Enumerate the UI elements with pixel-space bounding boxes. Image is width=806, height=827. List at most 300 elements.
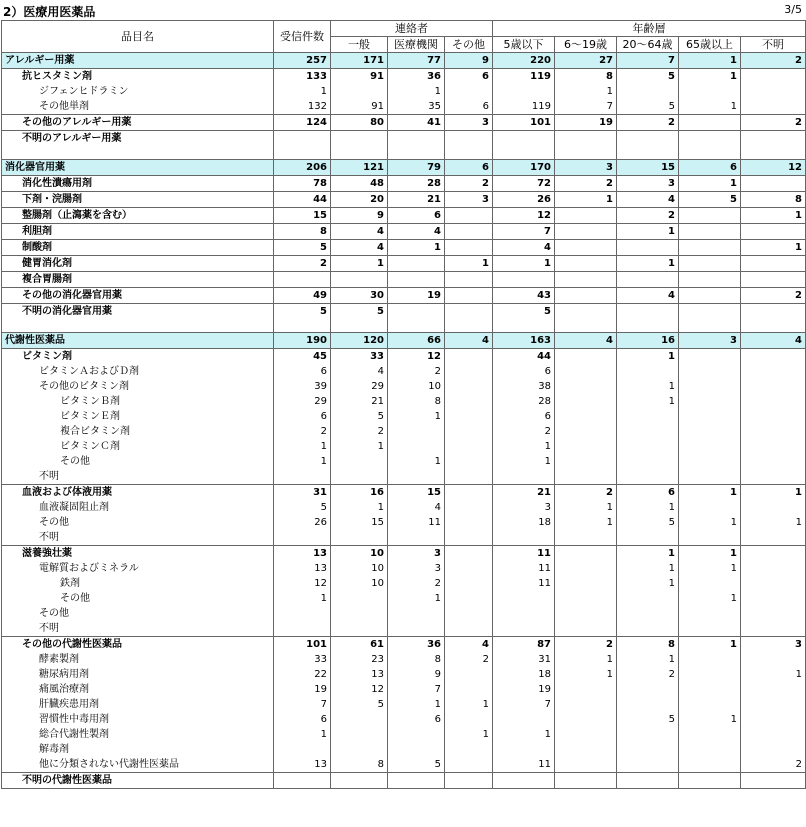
cell-value: 6 [493, 409, 555, 424]
col-group-contact: 連絡者 [331, 21, 493, 37]
cell-value [445, 394, 493, 409]
cell-value [741, 773, 806, 789]
cell-value [274, 319, 331, 333]
cell-value: 3 [679, 333, 741, 349]
cell-value: 1 [555, 500, 617, 515]
cell-value [679, 84, 741, 99]
subcategory-row [2, 256, 806, 272]
cell-value: 5 [274, 304, 331, 320]
cell-value [617, 727, 679, 742]
cell-value [679, 469, 741, 485]
cell-value: 1 [274, 84, 331, 99]
cell-value [445, 561, 493, 576]
cell-value: 8 [388, 394, 445, 409]
cell-value: 19 [274, 682, 331, 697]
cell-value: 1 [679, 637, 741, 653]
cell-value [274, 530, 331, 546]
cell-value: 43 [493, 288, 555, 304]
cell-value: 45 [274, 349, 331, 365]
subcategory-row [2, 304, 806, 320]
cell-value [331, 131, 388, 147]
cell-value: 1 [274, 439, 331, 454]
cell-value [388, 530, 445, 546]
col-medical: 医療機関 [388, 37, 445, 53]
table-row [2, 99, 806, 115]
cell-value [555, 561, 617, 576]
cell-value [679, 208, 741, 224]
spacer-row [2, 146, 806, 160]
cell-value [679, 454, 741, 469]
row-label: その他単剤 [2, 99, 274, 115]
row-label: 血液凝固阻止剤 [2, 500, 274, 515]
cell-value: 3 [388, 546, 445, 562]
subcategory-row [2, 176, 806, 192]
cell-value [331, 712, 388, 727]
cell-value: 2 [741, 53, 806, 69]
row-label: 痛風治療剤 [2, 682, 274, 697]
row-label: 不明 [2, 621, 274, 637]
category-row [2, 333, 806, 349]
cell-value: 170 [493, 160, 555, 176]
cell-value: 1 [679, 99, 741, 115]
cell-value [493, 621, 555, 637]
row-label: 整腸剤（止瀉薬を含む） [2, 208, 274, 224]
cell-value: 78 [274, 176, 331, 192]
cell-value: 4 [555, 333, 617, 349]
cell-value [388, 469, 445, 485]
cell-value: 1 [617, 256, 679, 272]
cell-value [741, 394, 806, 409]
cell-value [741, 424, 806, 439]
cell-value: 19 [555, 115, 617, 131]
cell-value [388, 606, 445, 621]
table-row [2, 712, 806, 727]
cell-value: 39 [274, 379, 331, 394]
cell-value [741, 697, 806, 712]
row-label: ビタミンＡおよびＤ剤 [2, 364, 274, 379]
cell-value: 1 [445, 727, 493, 742]
cell-value [679, 131, 741, 147]
cell-value: 10 [331, 561, 388, 576]
cell-value: 4 [741, 333, 806, 349]
cell-value: 2 [741, 757, 806, 773]
cell-value: 1 [679, 69, 741, 85]
row-label: その他の消化器官用薬 [2, 288, 274, 304]
cell-value: 5 [331, 409, 388, 424]
subcategory-row [2, 131, 806, 147]
table-row [2, 667, 806, 682]
table-row [2, 424, 806, 439]
cell-value [445, 84, 493, 99]
cell-value: 1 [617, 349, 679, 365]
row-label: 代謝性医薬品 [2, 333, 274, 349]
cell-value: 1 [679, 546, 741, 562]
cell-value: 4 [388, 224, 445, 240]
cell-value: 101 [274, 637, 331, 653]
cell-value: 5 [331, 304, 388, 320]
cell-value: 190 [274, 333, 331, 349]
subcategory-row [2, 272, 806, 288]
row-label: ビタミンＢ剤 [2, 394, 274, 409]
cell-value [555, 272, 617, 288]
cell-value: 27 [555, 53, 617, 69]
cell-value: 1 [741, 485, 806, 501]
cell-value [555, 530, 617, 546]
col-item-name: 品目名 [2, 21, 274, 53]
row-label: 利胆剤 [2, 224, 274, 240]
row-label: 解毒剤 [2, 742, 274, 757]
cell-value: 5 [617, 99, 679, 115]
subcategory-row [2, 208, 806, 224]
cell-value: 1 [617, 546, 679, 562]
table-row [2, 394, 806, 409]
cell-value: 1 [679, 591, 741, 606]
cell-value: 2 [555, 485, 617, 501]
cell-value: 1 [493, 256, 555, 272]
cell-value [741, 530, 806, 546]
cell-value [741, 500, 806, 515]
table-row [2, 409, 806, 424]
table-row [2, 500, 806, 515]
cell-value [331, 606, 388, 621]
cell-value: 49 [274, 288, 331, 304]
cell-value [274, 606, 331, 621]
cell-value: 2 [274, 424, 331, 439]
cell-value [617, 697, 679, 712]
cell-value [741, 682, 806, 697]
cell-value: 3 [445, 115, 493, 131]
cell-value [741, 606, 806, 621]
cell-value: 1 [741, 208, 806, 224]
row-label: 血液および体液用薬 [2, 485, 274, 501]
subcategory-row [2, 349, 806, 365]
cell-value [445, 409, 493, 424]
cell-value [445, 364, 493, 379]
spacer-row [2, 319, 806, 333]
cell-value: 1 [555, 515, 617, 530]
cell-value [445, 530, 493, 546]
cell-value: 13 [274, 757, 331, 773]
cell-value [445, 682, 493, 697]
cell-value: 1 [331, 500, 388, 515]
row-label: 抗ヒスタミン剤 [2, 69, 274, 85]
cell-value [445, 757, 493, 773]
row-label: 不明の代謝性医薬品 [2, 773, 274, 789]
cell-value: 257 [274, 53, 331, 69]
cell-value: 171 [331, 53, 388, 69]
cell-value: 6 [679, 160, 741, 176]
cell-value [445, 439, 493, 454]
cell-value: 20 [331, 192, 388, 208]
cell-value [331, 272, 388, 288]
cell-value [741, 364, 806, 379]
cell-value: 4 [331, 240, 388, 256]
cell-value [741, 727, 806, 742]
cell-value: 31 [493, 652, 555, 667]
table-row [2, 454, 806, 469]
cell-value: 2 [741, 288, 806, 304]
cell-value [331, 621, 388, 637]
cell-value [679, 424, 741, 439]
cell-value [445, 515, 493, 530]
cell-value [555, 409, 617, 424]
table-body [2, 53, 806, 789]
cell-value [445, 773, 493, 789]
row-label: 他に分類されない代謝性医薬品 [2, 757, 274, 773]
cell-value [679, 272, 741, 288]
cell-value: 2 [388, 576, 445, 591]
cell-value [555, 591, 617, 606]
section-title: 2）医療用医薬品 [3, 5, 96, 19]
cell-value: 1 [679, 176, 741, 192]
cell-value [493, 84, 555, 99]
cell-value: 121 [331, 160, 388, 176]
cell-value: 5 [617, 712, 679, 727]
cell-value: 1 [274, 727, 331, 742]
cell-value [555, 146, 617, 160]
cell-value [331, 727, 388, 742]
row-label: 鉄剤 [2, 576, 274, 591]
cell-value: 36 [388, 637, 445, 653]
row-label: 総合代謝性製剤 [2, 727, 274, 742]
cell-value: 5 [388, 757, 445, 773]
data-table [1, 20, 806, 789]
cell-value [445, 424, 493, 439]
cell-value [679, 379, 741, 394]
row-label: その他 [2, 606, 274, 621]
cell-value [617, 591, 679, 606]
row-label: 複合ビタミン剤 [2, 424, 274, 439]
cell-value [617, 530, 679, 546]
cell-value: 8 [617, 637, 679, 653]
cell-value [741, 621, 806, 637]
cell-value: 4 [617, 288, 679, 304]
cell-value: 3 [445, 192, 493, 208]
cell-value: 36 [388, 69, 445, 85]
cell-value [741, 224, 806, 240]
cell-value [617, 424, 679, 439]
cell-value [555, 682, 617, 697]
row-label: 不明 [2, 530, 274, 546]
cell-value [555, 469, 617, 485]
cell-value: 38 [493, 379, 555, 394]
cell-value [331, 146, 388, 160]
cell-value: 6 [388, 712, 445, 727]
cell-value [555, 131, 617, 147]
col-other: その他 [445, 37, 493, 53]
cell-value [679, 652, 741, 667]
cell-value: 2 [388, 364, 445, 379]
cell-value [493, 773, 555, 789]
cell-value: 1 [388, 240, 445, 256]
cell-value: 16 [331, 485, 388, 501]
cell-value [555, 304, 617, 320]
cell-value: 15 [274, 208, 331, 224]
cell-value: 1 [388, 454, 445, 469]
cell-value [555, 379, 617, 394]
row-label: 滋養強壮薬 [2, 546, 274, 562]
cell-value: 26 [493, 192, 555, 208]
page-header [0, 0, 806, 20]
cell-value: 1 [617, 576, 679, 591]
cell-value: 11 [493, 757, 555, 773]
cell-value [679, 500, 741, 515]
cell-value: 1 [493, 439, 555, 454]
cell-value [617, 621, 679, 637]
cell-value [679, 773, 741, 789]
cell-value: 3 [388, 561, 445, 576]
cell-value [274, 773, 331, 789]
cell-value [388, 256, 445, 272]
cell-value: 21 [331, 394, 388, 409]
cell-value: 6 [274, 364, 331, 379]
cell-value: 9 [388, 667, 445, 682]
cell-value: 66 [388, 333, 445, 349]
cell-value: 1 [555, 667, 617, 682]
cell-value [274, 272, 331, 288]
table-row [2, 621, 806, 637]
cell-value: 5 [617, 515, 679, 530]
cell-value: 33 [274, 652, 331, 667]
cell-value: 77 [388, 53, 445, 69]
subcategory-row [2, 192, 806, 208]
row-label: アレルギー用薬 [2, 53, 274, 69]
cell-value [331, 469, 388, 485]
cell-value: 1 [617, 500, 679, 515]
cell-value: 1 [617, 652, 679, 667]
cell-value [555, 364, 617, 379]
cell-value: 13 [274, 546, 331, 562]
cell-value [445, 319, 493, 333]
cell-value [331, 319, 388, 333]
cell-value: 15 [331, 515, 388, 530]
cell-value [388, 131, 445, 147]
row-label: 不明のアレルギー用薬 [2, 131, 274, 147]
cell-value [741, 591, 806, 606]
cell-value [617, 304, 679, 320]
cell-value [445, 454, 493, 469]
cell-value [388, 146, 445, 160]
cell-value: 35 [388, 99, 445, 115]
cell-value [493, 712, 555, 727]
cell-value: 6 [274, 409, 331, 424]
cell-value [555, 394, 617, 409]
cell-value: 4 [388, 500, 445, 515]
cell-value: 120 [331, 333, 388, 349]
cell-value: 18 [493, 667, 555, 682]
row-label: 習慣性中毒用剤 [2, 712, 274, 727]
cell-value [617, 84, 679, 99]
cell-value [679, 757, 741, 773]
category-row [2, 53, 806, 69]
cell-value [741, 439, 806, 454]
cell-value [388, 304, 445, 320]
cell-value [555, 424, 617, 439]
cell-value [445, 288, 493, 304]
row-label: その他のアレルギー用薬 [2, 115, 274, 131]
row-label: ビタミンＣ剤 [2, 439, 274, 454]
cell-value: 3 [617, 176, 679, 192]
cell-value: 10 [388, 379, 445, 394]
subcategory-row [2, 637, 806, 653]
cell-value: 206 [274, 160, 331, 176]
table-row [2, 697, 806, 712]
col-reports: 受信件数 [274, 21, 331, 53]
cell-value [679, 256, 741, 272]
cell-value: 1 [617, 379, 679, 394]
subcategory-row [2, 485, 806, 501]
cell-value: 4 [445, 333, 493, 349]
row-label: 糖尿病用剤 [2, 667, 274, 682]
table-row [2, 561, 806, 576]
cell-value [493, 742, 555, 757]
cell-value: 10 [331, 576, 388, 591]
cell-value: 6 [445, 99, 493, 115]
cell-value: 48 [331, 176, 388, 192]
cell-value [741, 99, 806, 115]
cell-value: 1 [388, 84, 445, 99]
cell-value: 5 [493, 304, 555, 320]
cell-value [617, 773, 679, 789]
cell-value: 44 [493, 349, 555, 365]
cell-value: 220 [493, 53, 555, 69]
cell-value: 1 [741, 240, 806, 256]
cell-value [617, 319, 679, 333]
subcategory-row [2, 288, 806, 304]
cell-value: 133 [274, 69, 331, 85]
cell-value [679, 394, 741, 409]
cell-value [741, 176, 806, 192]
cell-value [617, 606, 679, 621]
cell-value: 119 [493, 69, 555, 85]
cell-value [617, 469, 679, 485]
cell-value [617, 757, 679, 773]
subcategory-row [2, 773, 806, 789]
row-label: 下剤・浣腸剤 [2, 192, 274, 208]
cell-value [555, 349, 617, 365]
cell-value: 132 [274, 99, 331, 115]
cell-value [331, 591, 388, 606]
cell-value [679, 621, 741, 637]
cell-value: 4 [331, 224, 388, 240]
cell-value: 2 [617, 208, 679, 224]
cell-value: 4 [331, 364, 388, 379]
cell-value [741, 256, 806, 272]
cell-value: 44 [274, 192, 331, 208]
cell-value: 1 [331, 256, 388, 272]
cell-value: 21 [493, 485, 555, 501]
cell-value [388, 742, 445, 757]
cell-value: 124 [274, 115, 331, 131]
cell-value [679, 697, 741, 712]
cell-value: 1 [388, 697, 445, 712]
cell-value: 31 [274, 485, 331, 501]
cell-value: 7 [388, 682, 445, 697]
cell-value [555, 697, 617, 712]
cell-value: 8 [331, 757, 388, 773]
cell-value: 5 [617, 69, 679, 85]
cell-value: 79 [388, 160, 445, 176]
cell-value [555, 757, 617, 773]
cell-value [741, 454, 806, 469]
cell-value [555, 224, 617, 240]
cell-value: 2 [555, 176, 617, 192]
cell-value [445, 379, 493, 394]
cell-value: 2 [445, 652, 493, 667]
cell-value [331, 773, 388, 789]
cell-value [679, 364, 741, 379]
cell-value [445, 500, 493, 515]
